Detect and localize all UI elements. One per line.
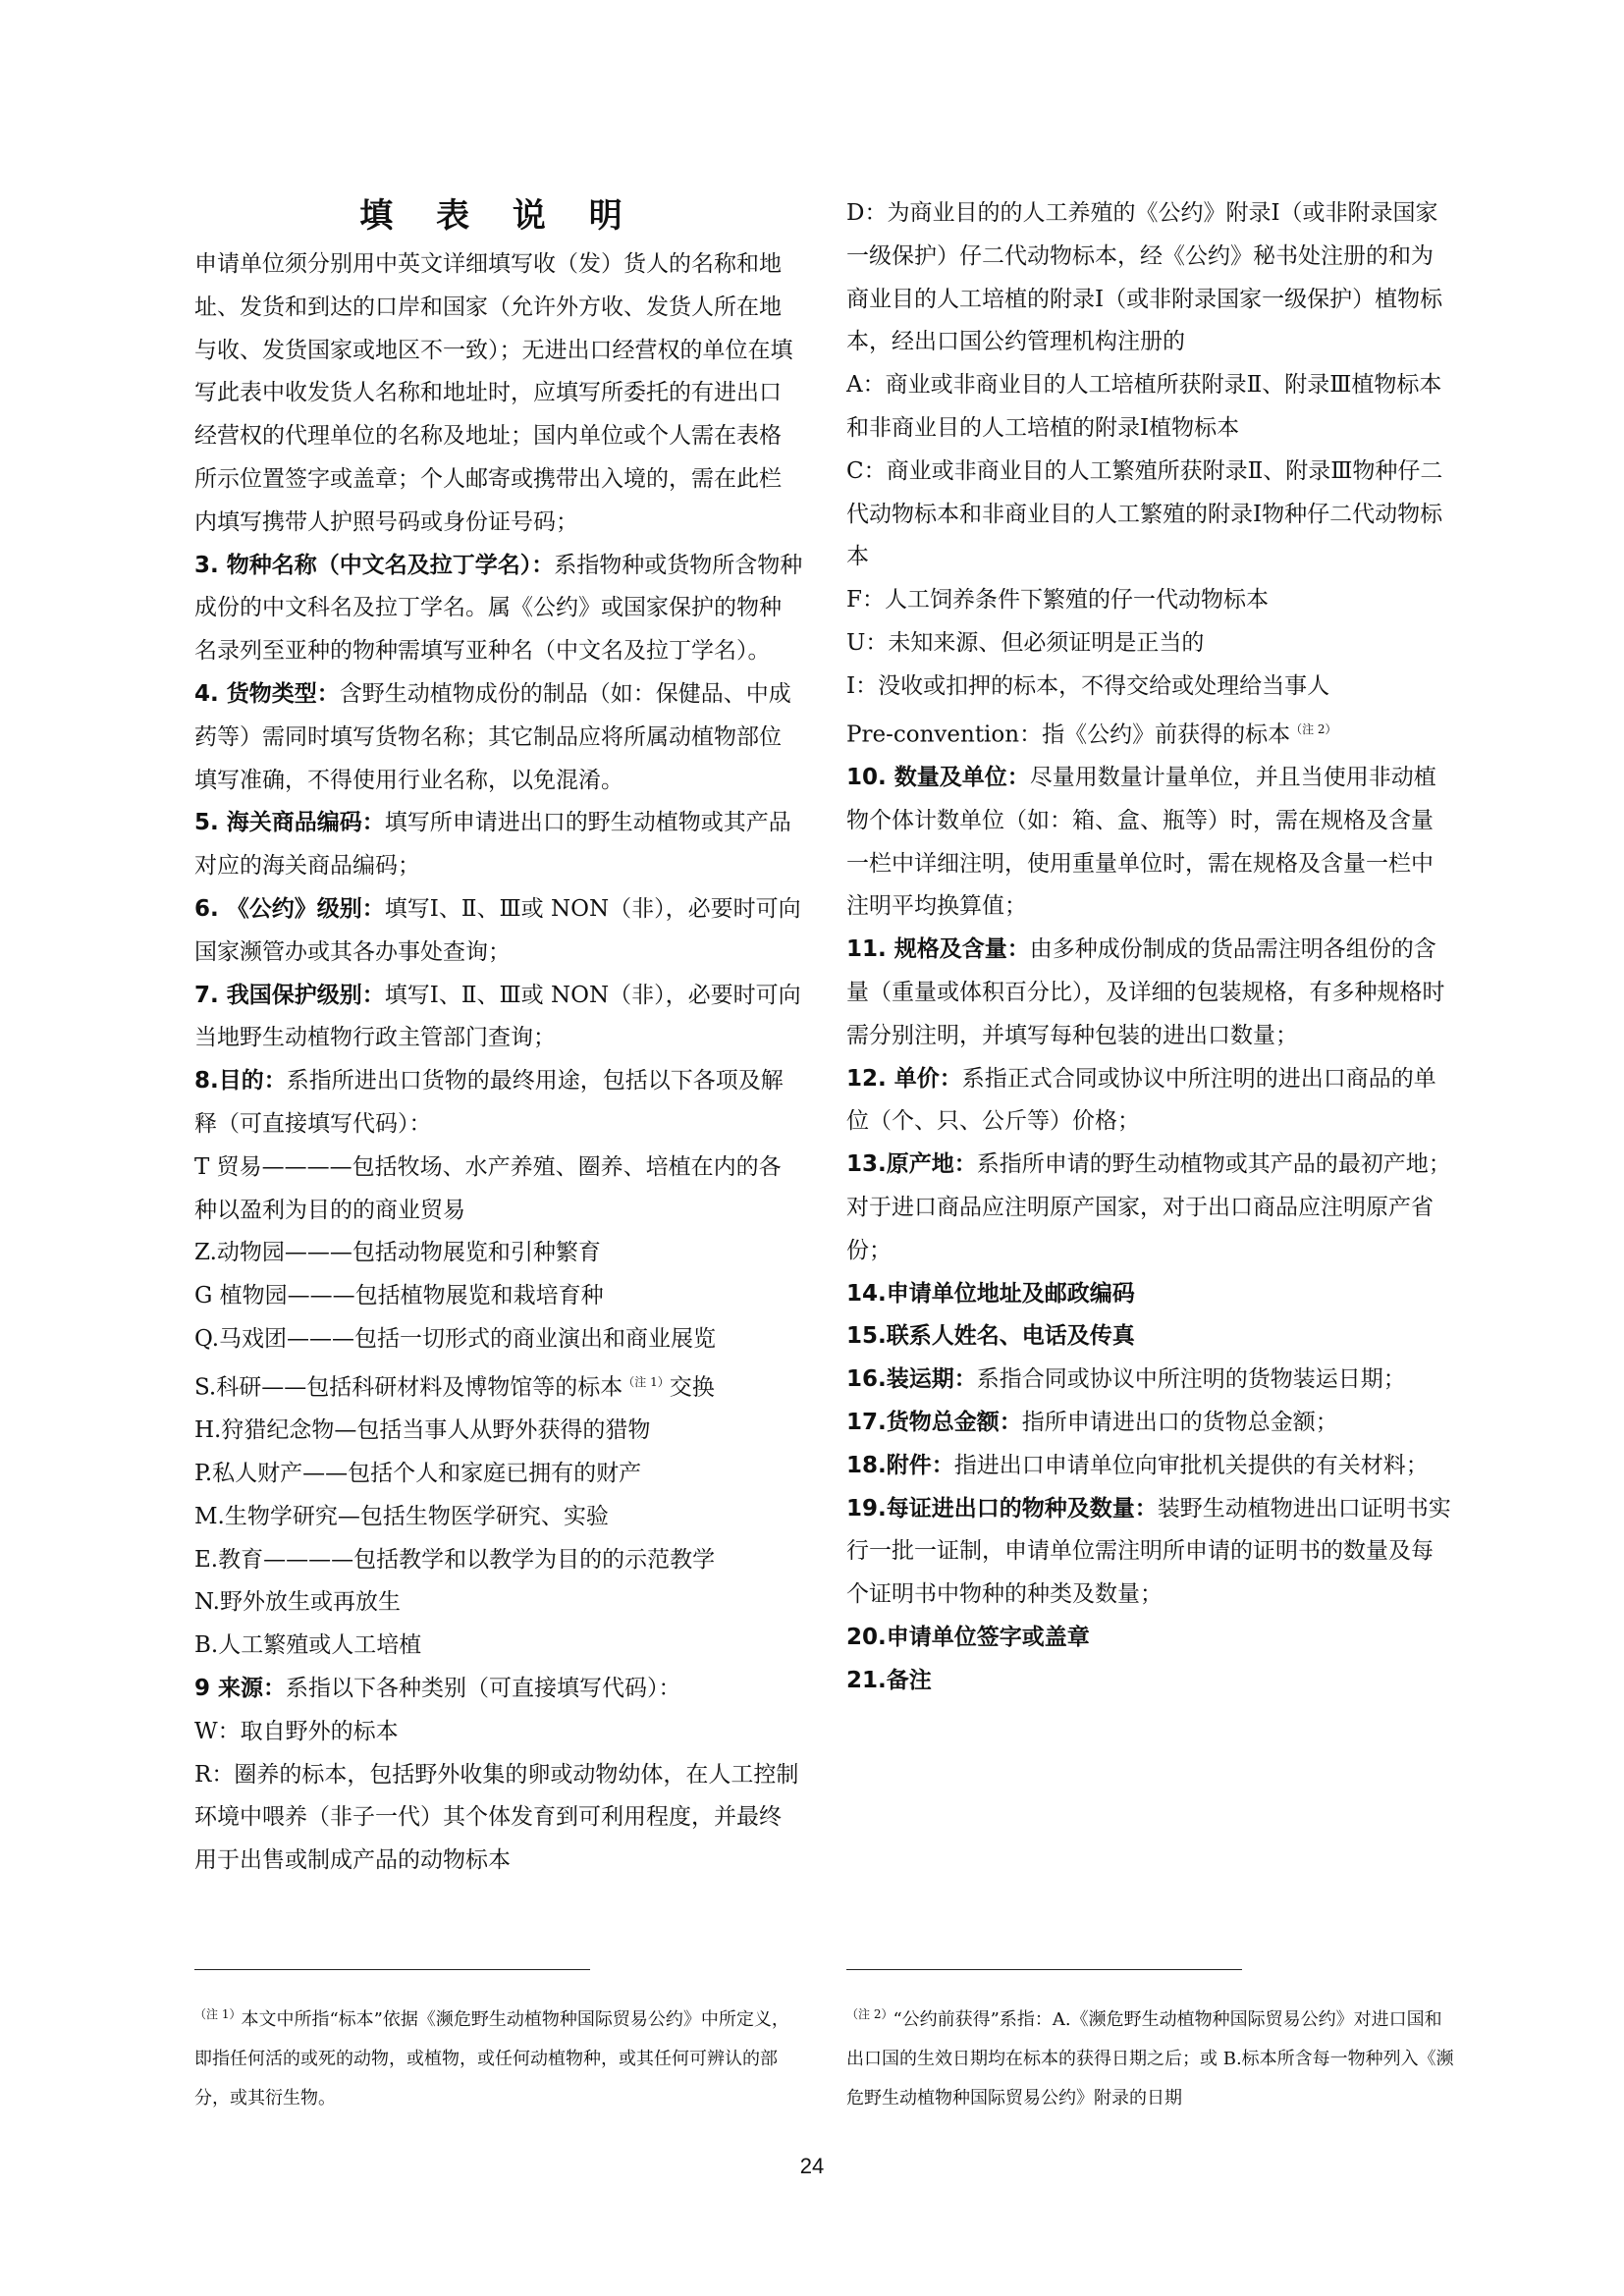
item-5-heading: 5. 海关商品编码： — [194, 810, 385, 836]
item-6-heading: 6. 《公约》级别： — [194, 895, 385, 922]
source-pre-convention — [846, 709, 1455, 757]
item-3 — [194, 545, 803, 673]
item-3-heading: 3. 物种名称（中文名及拉丁学名）： — [194, 552, 555, 578]
item-7-heading: 7. 我国保护级别： — [194, 982, 385, 1008]
item-12 — [846, 1058, 1455, 1145]
item-13 — [846, 1144, 1455, 1272]
item-9 — [194, 1668, 803, 1711]
footnote-2-marker: （注 2） — [846, 2007, 893, 2021]
footnote-1-text: 本文中所指“标本”依据《濒危野生动植物种国际贸易公约》中所定义，即指任何活的或死的动物，或植物，或任何动植物种，或其任何可辨认的部分，或其衍生物。 — [194, 2009, 789, 2109]
footnote-ref-1: （注 1） — [623, 1374, 670, 1389]
purpose-n: N.野外放生或再放生 — [194, 1589, 401, 1616]
item-8-text: 系指所进出口货物的最终用途，包括以下各项及解释（可直接填写代码）： — [194, 1068, 784, 1137]
purpose-t: T 贸易————包括牧场、水产养殖、圈养、培植在内的各种以盈利为目的的商业贸易 — [194, 1153, 782, 1223]
item-11-text: 由多种成份制成的货品需注明各组份的含量（重量或体积百分比），及详细的包装规格，有多种规格时需分别注明，并填写每种包装的进出口数量； — [846, 936, 1445, 1048]
source-a: A：商业或非商业目的人工培植所获附录Ⅱ、附录Ⅲ植物标本和非商业目的人工培植的附录Ⅰ植物标本 — [846, 372, 1442, 441]
intro-paragraph: 申请单位须分别用中英文详细填写收（发）货人的名称和地址、发货和到达的口岸和国家（允许外方收、发货人所在地与收、发货国家或地区不一致）；无进出口经营权的单位在填写此表中收发货人名称和地址时，应填写所委托的有进出口经营权的代理单位的名称及地址；国内单位或个人需在表格所示位置签字或盖章；个人邮寄或携带出入境的，需在此栏内填写携带人护照号码或身份证号码； — [194, 251, 793, 535]
page-title: 填 表 说 明 — [359, 196, 638, 236]
purpose-z: Z.动物园———包括动物展览和引种繁育 — [194, 1240, 601, 1266]
source-c: C：商业或非商业目的人工繁殖所获附录Ⅱ、附录Ⅲ物种仔二代动物标本和非商业目的人工繁殖的附录Ⅰ物种仔二代动物标本 — [846, 457, 1443, 570]
footnote-ref-2: （注 2） — [1290, 721, 1337, 736]
item-15: 15.联系人姓名、电话及传真 — [846, 1323, 1135, 1350]
item-17 — [846, 1402, 1455, 1445]
item-7-text: 填写Ⅰ、Ⅱ、Ⅲ或 NON（非），必要时可向当地野生动植物行政主管部门查询； — [194, 982, 801, 1051]
source-i: I：没收或扣押的标本，不得交给或处理给当事人 — [846, 672, 1330, 699]
item-6-text: 填写Ⅰ、Ⅱ、Ⅲ或 NON（非），必要时可向国家濒管办或其各办事处查询； — [194, 895, 801, 965]
purpose-m: M.生物学研究—包括生物医学研究、实验 — [194, 1503, 609, 1529]
source-d: D：为商业目的的人工养殖的《公约》附录Ⅰ（或非附录国家一级保护）仔二代动物标本，经《公约》秘书处注册的和为商业目的人工培植的附录Ⅰ（或非附录国家一级保护）植物标本，经出口国公约管理机构注册的 — [846, 200, 1443, 355]
item-19 — [846, 1488, 1455, 1617]
item-5-text: 填写所申请进出口的野生动植物或其产品对应的海关商品编码； — [194, 810, 791, 880]
source-f: F：人工饲养条件下繁殖的仔一代动物标本 — [846, 587, 1269, 614]
item-11-heading: 11. 规格及含量： — [846, 936, 1030, 963]
purpose-b: B.人工繁殖或人工培植 — [194, 1632, 422, 1659]
item-14: 14.申请单位地址及邮政编码 — [846, 1280, 1135, 1307]
footnote-divider-right — [846, 1969, 1242, 1970]
purpose-e: E.教育————包括教学和以教学为目的的示范教学 — [194, 1546, 716, 1573]
item-5 — [194, 802, 803, 888]
item-12-text: 系指正式合同或协议中所注明的进出口商品的单位（个、只、公斤等）价格； — [846, 1065, 1436, 1135]
right-column — [846, 192, 1455, 1703]
purpose-q: Q.马戏团———包括一切形式的商业演出和商业展览 — [194, 1325, 717, 1352]
item-21: 21.备注 — [846, 1667, 932, 1693]
page-number: 24 — [799, 2154, 825, 2178]
source-w: W：取自野外的标本 — [194, 1718, 399, 1744]
purpose-p: P.私人财产——包括个人和家庭已拥有的财产 — [194, 1460, 642, 1486]
item-11 — [846, 929, 1455, 1057]
item-19-text: 装野生动植物进出口证明书实行一批一证制，申请单位需注明所申请的证明书的数量及每个证明书中物种的种类及数量； — [846, 1495, 1451, 1608]
item-10-text: 尽量用数量计量单位，并且当使用非动植物个体计数单位（如：箱、盒、瓶等）时，需在规格及含量一栏中详细注明，使用重量单位时，需在规格及含量一栏中注明平均换算值； — [846, 765, 1436, 920]
item-8-heading: 8.目的： — [194, 1068, 287, 1095]
source-u: U：未知来源、但必须证明是正当的 — [846, 629, 1205, 656]
item-17-heading: 17.货物总金额： — [846, 1409, 1022, 1435]
source-r: R：圈养的标本，包括野外收集的卵或动物幼体，在人工控制环境中喂养（非子一代）其个体发育到可利用程度，并最终用于出售或制成产品的动物标本 — [194, 1761, 799, 1874]
item-16 — [846, 1359, 1455, 1402]
item-18-text: 指进出口申请单位向审批机关提供的有关材料； — [953, 1452, 1429, 1478]
item-4-text: 含野生动植物成份的制品（如：保健品、中成药等）需同时填写货物名称；其它制品应将所属动植物部位填写准确，不得使用行业名称，以免混淆。 — [194, 680, 791, 793]
footnote-2-text: “公约前获得”系指：A.《濒危野生动植物种国际贸易公约》对进口国和出口国的生效日期均在标本的获得日期之后；或 B.标本所含每一物种列入《濒危野生动植物种国际贸易公约》附录的日期 — [846, 2009, 1454, 2109]
purpose-s — [194, 1362, 803, 1410]
item-17-text: 指所申请进出口的货物总金额； — [1021, 1409, 1338, 1435]
source-pre-convention-text: Pre-convention：指《公约》前获得的标本 — [846, 721, 1291, 748]
item-19-heading: 19.每证进出口的物种及数量： — [846, 1495, 1158, 1522]
purpose-h: H.狩猎纪念物—包括当事人从野外获得的猎物 — [194, 1417, 651, 1444]
item-4-heading: 4. 货物类型： — [194, 680, 340, 707]
item-4 — [194, 673, 803, 802]
footnote-divider-left — [194, 1969, 590, 1970]
purpose-g: G 植物园———包括植物展览和栽培育种 — [194, 1283, 604, 1309]
left-column — [194, 192, 803, 1883]
purpose-s-text: S.科研——包括科研材料及博物馆等的标本 — [194, 1374, 623, 1401]
item-9-text: 系指以下各种类别（可直接填写代码）： — [286, 1675, 681, 1701]
footnote-1-marker: （注 1） — [194, 2007, 242, 2021]
item-16-heading: 16.装运期： — [846, 1366, 977, 1393]
item-7 — [194, 975, 803, 1061]
item-13-heading: 13.原产地： — [846, 1151, 977, 1178]
item-16-text: 系指合同或协议中所注明的货物装运日期； — [976, 1366, 1406, 1393]
item-18-heading: 18.附件： — [846, 1452, 954, 1478]
item-10 — [846, 757, 1455, 929]
item-3-text: 系指物种或货物所含物种成份的中文科名及拉丁学名。属《公约》或国家保护的物种名录列至亚种的物种需填写亚种名（中文名及拉丁学名）。 — [194, 552, 803, 665]
item-10-heading: 10. 数量及单位： — [846, 765, 1030, 791]
item-9-heading: 9 来源： — [194, 1675, 287, 1701]
item-6 — [194, 888, 803, 975]
purpose-s-suffix: 交换 — [669, 1374, 715, 1401]
footnote-1 — [194, 1995, 803, 2118]
item-12-heading: 12. 单价： — [846, 1065, 962, 1092]
footnote-2 — [846, 1995, 1455, 2118]
item-20: 20.申请单位签字或盖章 — [846, 1624, 1090, 1650]
item-13-text: 系指所申请的野生动植物或其产品的最初产地；对于进口商品应注明原产国家，对于出口商品应注明原产省份； — [846, 1151, 1451, 1263]
item-18 — [846, 1445, 1455, 1488]
item-8 — [194, 1060, 803, 1147]
